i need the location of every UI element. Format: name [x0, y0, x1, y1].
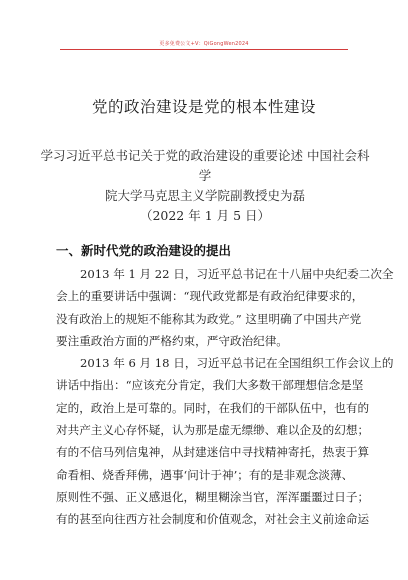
text-line: 会上的重要讲话中强调：“现代政党都是有政治纪律要求的，	[56, 289, 364, 304]
text-line: 对共产主义心存怀疑，认为那是虚无缥缈、难以企及的幻想；	[56, 423, 370, 438]
text-line: 要注重政治方面的严格约束，严守政治纪律。	[56, 333, 288, 348]
byline-line-1: 学习习近平总书记关于党的政治建设的重要论述 中国社会科学	[40, 148, 370, 183]
text-line: 没有政治上的规矩不能称其为政党。” 这里明确了中国共产党	[56, 311, 362, 326]
text-line: 定的，政治上是可靠的。同时，在我们的干部队伍中，也有的	[56, 400, 370, 415]
document-title: 党的政治建设是党的根本性建设	[91, 98, 316, 116]
byline	[40, 146, 370, 226]
header-rule	[60, 49, 348, 50]
text-line: 2013 年 1 月 22 日，习近平总书记在十八届中央纪委二次全	[80, 267, 394, 281]
paragraph-1	[56, 263, 394, 352]
text-line: 2013 年 6 月 18 日，习近平总书记在全国组织工作会议上的	[80, 356, 394, 371]
text-line: 有的甚至向往西方社会制度和价值观念，对社会主义前途命运	[56, 512, 370, 527]
text-line: 命看相、烧香拜佛，遇事‘问计于神’；有的是非观念淡薄、	[56, 467, 354, 482]
watermark: 更多免费公文+V：QiGongWen2024	[159, 41, 249, 47]
paragraph-2	[56, 352, 394, 530]
byline-date: （2022 年 1 月 5 日）	[139, 208, 271, 223]
section-heading: 一、新时代党的政治建设的提出	[56, 243, 232, 258]
text-line: 有的不信马列信鬼神，从封建迷信中寻找精神寄托，热衷于算	[56, 445, 370, 460]
text-line: 原则性不强、正义感退化，糊里糊涂当官，浑浑噩噩过日子；	[56, 489, 370, 504]
body-text	[56, 263, 394, 531]
text-line: 讲话中指出：“应该充分肯定，我们大多数干部理想信念是坚	[56, 378, 364, 393]
byline-line-2: 院大学马克思主义学院副教授史为磊	[104, 188, 305, 203]
